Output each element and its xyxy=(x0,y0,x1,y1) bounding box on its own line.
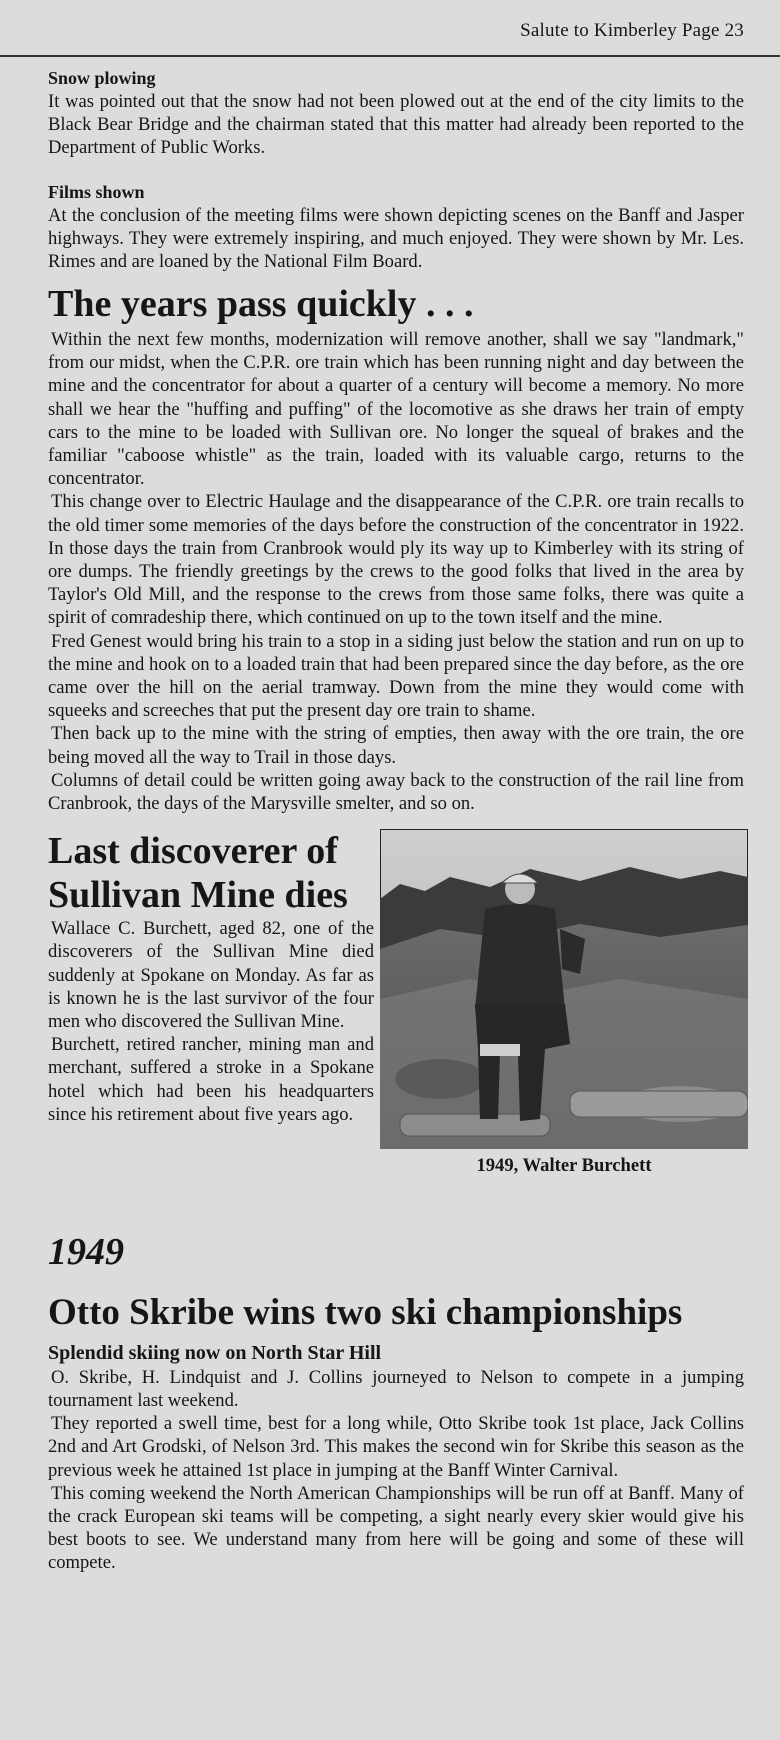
years-pass-paragraph-1: Within the next few months, modernization will remove another, shall we say "landmark," from our midst, when the C.P.R. ore train which has been running night and day between the mine and the concentrator for about a quarter of a century will become a memory. No more shall we hear the "huffing and puffing" of the locomotive as she draws her train of empty cars to the mine to be loaded with Sullivan ore. No longer the squeal of brakes and the familiar "caboose whistle" as the train, loaded with its valuable cargo, returns to the concentrator. xyxy=(48,328,744,490)
burchett-photo xyxy=(380,829,748,1149)
otto-skribe-subhead: Splendid skiing now on North Star Hill xyxy=(48,1341,382,1364)
page-content xyxy=(48,66,744,1575)
photo-caption: 1949, Walter Burchett xyxy=(476,1155,652,1177)
last-discoverer-paragraph-2: Burchett, retired rancher, mining man and merchant, suffered a stroke in a Spokane hotel which had been his headquarters since his retirement about five years ago. xyxy=(48,1034,374,1125)
last-discoverer-headline-line-2: Sullivan Mine dies xyxy=(48,874,348,917)
films-shown-body: At the conclusion of the meeting films were shown depicting scenes on the Banff and Jasper highways. They were extremely inspiring, and much enjoyed. They were shown by Mr. Les. Rimes and are loaned by the National Film Board. xyxy=(48,204,744,273)
photo-figure xyxy=(380,829,748,1177)
article-years-pass xyxy=(48,285,744,815)
years-pass-paragraph-2: This change over to Electric Haulage and the disappearance of the C.P.R. ore train recalls to the old timer some memories of the days before the construction of the concentrator in 1922. In those days the train from Cranbrook would ply its way up to Kimberley with its string of ore dumps. The friendly greetings by the crews to the good folks that lived in the area by Taylor's Old Mill, and the response to the crews from those same folks, there was quite a spirit of comradeship there, which continued on up to the town itself and the mine. xyxy=(48,491,744,629)
years-pass-headline: The years pass quickly . . . xyxy=(48,283,474,326)
years-pass-paragraph-3: Fred Genest would bring his train to a stop in a siding just below the station and run on up to the mine and hook on to a loaded train that had been prepared since the day before, as the ore came over the hill on the aerial tramway. Down from the mine they would come with squeeks and screeches that put the present day ore train to shame. xyxy=(48,630,744,722)
header-rule xyxy=(0,55,780,57)
otto-skribe-paragraph-1: O. Skribe, H. Lindquist and J. Collins journeyed to Nelson to compete in a jumping tournament last weekend. xyxy=(48,1366,744,1411)
article-films-shown xyxy=(48,180,744,274)
otto-skribe-paragraph-2: They reported a swell time, best for a long while, Otto Skribe took 1st place, Jack Collins 2nd and Art Grodski, of Nelson 3rd. This makes the second win for Skribe this season as the previous week he attained 1st place in jumping at the Banff Winter Carnival. xyxy=(48,1413,744,1481)
article-last-discoverer xyxy=(48,829,744,1209)
article-snow-plowing xyxy=(48,66,744,160)
otto-skribe-headline: Otto Skribe wins two ski championships xyxy=(48,1291,683,1333)
otto-skribe-paragraph-3: This coming weekend the North American Championships will be run off at Banff. Many of the crack European ski teams will be competing, a sight nearly every skier would give his best boots to see. We understand many from here will be going and some of these will compete. xyxy=(48,1482,744,1574)
last-discoverer-paragraph-1: Wallace C. Burchett, aged 82, one of the discoverers of the Sullivan Mine died suddenly at Spokane on Monday. As far as is known he is the last survivor of the four men who discovered the Sullivan Mine. xyxy=(48,918,374,1033)
section-year-heading: 1949 xyxy=(48,1231,124,1274)
last-discoverer-headline-line-1: Last discoverer of xyxy=(48,830,338,873)
last-discoverer-text-column xyxy=(48,829,374,1126)
article-otto-skribe xyxy=(48,1291,744,1575)
years-pass-paragraph-4: Then back up to the mine with the string of empties, then away with the ore train, the ore being moved all the way to Trail in those days. xyxy=(48,723,744,768)
snow-plowing-body: It was pointed out that the snow had not been plowed out at the end of the city limits to the Black Bear Bridge and the chairman stated that this matter had already been reported to the Department of Public Works. xyxy=(48,91,744,159)
years-pass-paragraph-5: Columns of detail could be written going away back to the construction of the rail line from Cranbrook, the days of the Marysville smelter, and so on. xyxy=(48,769,744,815)
films-shown-heading: Films shown xyxy=(48,181,145,202)
running-head: Salute to Kimberley Page 23 xyxy=(520,20,744,41)
snow-plowing-heading: Snow plowing xyxy=(48,68,156,88)
